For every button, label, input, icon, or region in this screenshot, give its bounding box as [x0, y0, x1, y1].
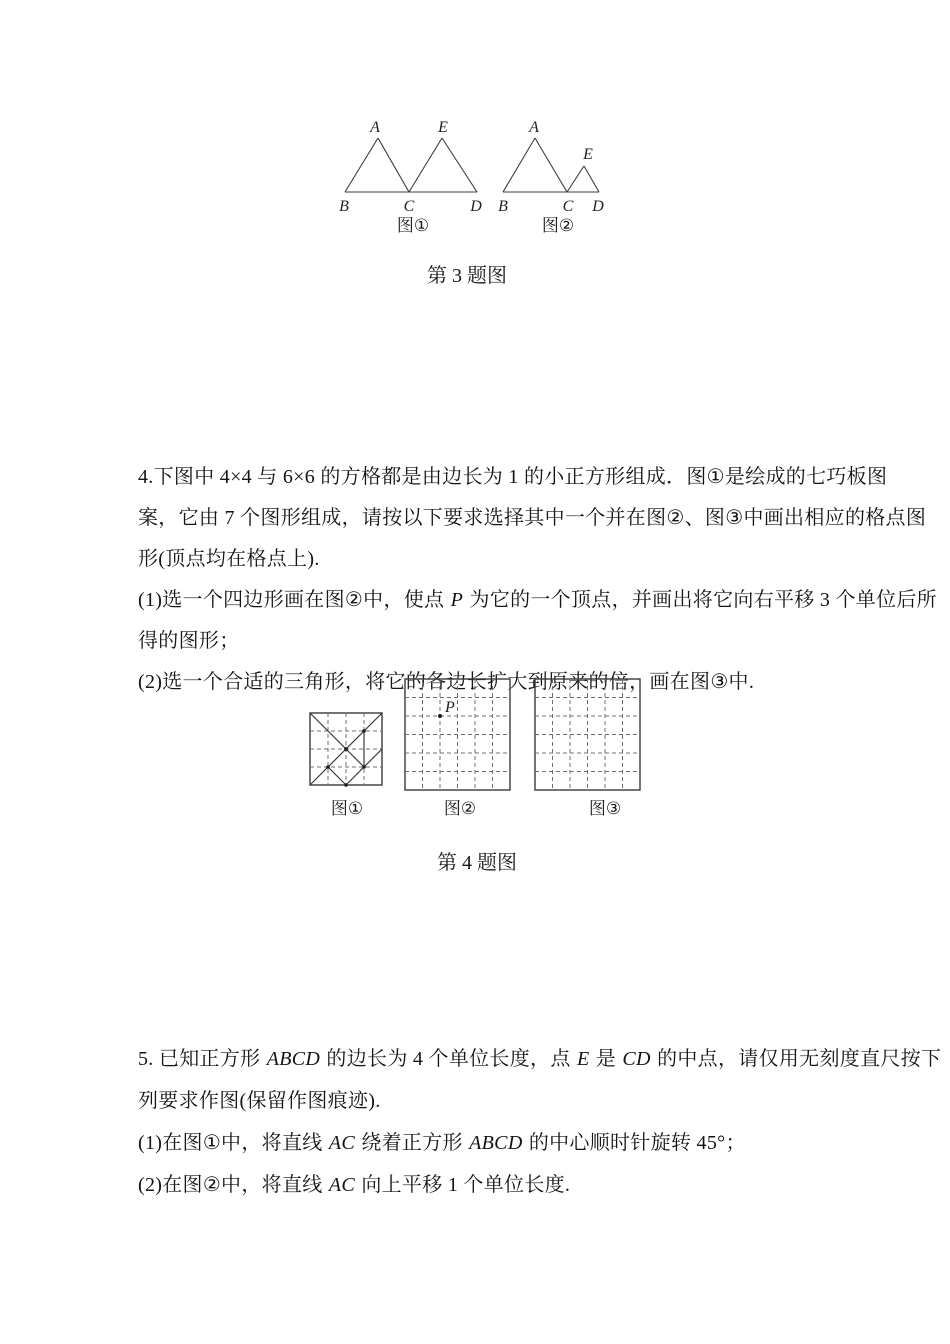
q4-text-line-3: 形(顶点均在格点上).: [138, 548, 320, 570]
vertex-label-E: E: [583, 146, 593, 163]
q4-text-line-2: 案，它由 7 个图形组成，请按以下要求选择其中一个并在图②、图③中画出相应的格点图: [138, 507, 927, 529]
q3-fig2-triangles: [498, 119, 604, 235]
tangram-diagonal-half: [310, 713, 364, 767]
q4-text-line-1: 4.下图中 4×4 与 6×6 的方格都是由边长为 1 的小正方形组成．图①是绘成的七巧板图: [138, 466, 888, 488]
q4-text-line-6: (2)选一个合适的三角形，将它的各边长扩大到原来的倍，画在图③中.: [138, 671, 755, 693]
vertex-label-B: B: [498, 198, 508, 215]
q4-fig2-caption: 图②: [443, 799, 477, 818]
edge-ED: [584, 166, 599, 192]
point-P-dot: [438, 714, 442, 718]
vertex-label-E: E: [438, 119, 448, 136]
q3-fig1-triangles: [339, 119, 482, 235]
q4-fig1-tangram-grid: [310, 713, 382, 818]
q4-fig3-grid: [535, 679, 640, 818]
q5-text-line-4: (2)在图②中，将直线 AC 向上平移 1 个单位长度.: [138, 1174, 571, 1196]
q5-text-line-3: (1)在图①中，将直线 AC 绕着正方形 ABCD 的中心顺时针旋转 45°；: [138, 1132, 746, 1154]
vertex-label-A: A: [370, 119, 380, 136]
edge-BA: [503, 138, 535, 192]
vertex-label-C: C: [562, 198, 574, 215]
q4-text-line-5: 得的图形；: [138, 630, 240, 652]
vertex-label-B: B: [339, 198, 349, 215]
vertex-label-A: A: [529, 119, 539, 136]
q5-text-line-1: 5. 已知正方形 ABCD 的边长为 4 个单位长度，点 E 是 CD 的中点，请仅用无刻度直尺按下: [138, 1048, 942, 1070]
q4-figure-caption: 第 4 题图: [437, 852, 517, 874]
q4-grids-figure: [295, 670, 655, 830]
vertex-label-D: D: [592, 198, 604, 215]
q3-figure-caption: 第 3 题图: [427, 265, 507, 287]
edge-CE: [567, 166, 584, 192]
grid-dashed-lines: [405, 679, 510, 790]
q4-text-line-4: (1)选一个四边形画在图②中，使点 P 为它的一个顶点，并画出将它向右平移 3 个单位后所: [138, 589, 937, 611]
q4-fig1-caption: 图①: [330, 799, 364, 818]
q4-fig3-caption: 图③: [588, 799, 622, 818]
q5-text-line-2: 列要求作图(保留作图痕迹).: [138, 1090, 381, 1112]
edge-CE: [409, 138, 442, 192]
tangram-cut-1: [328, 767, 346, 785]
grid-dashed-lines: [535, 679, 640, 790]
vertex-label-C: C: [403, 198, 415, 215]
edge-BA: [345, 138, 378, 192]
q3-fig2-caption: 图②: [541, 216, 575, 235]
edge-AC: [378, 138, 409, 192]
edge-AC: [535, 138, 567, 192]
q3-fig1-caption: 图①: [396, 216, 430, 235]
edge-ED: [442, 138, 477, 192]
point-P-label: P: [445, 699, 455, 716]
q4-fig2-grid: [405, 679, 510, 818]
q3-triangle-figure: [325, 112, 635, 240]
vertex-label-D: D: [470, 198, 482, 215]
